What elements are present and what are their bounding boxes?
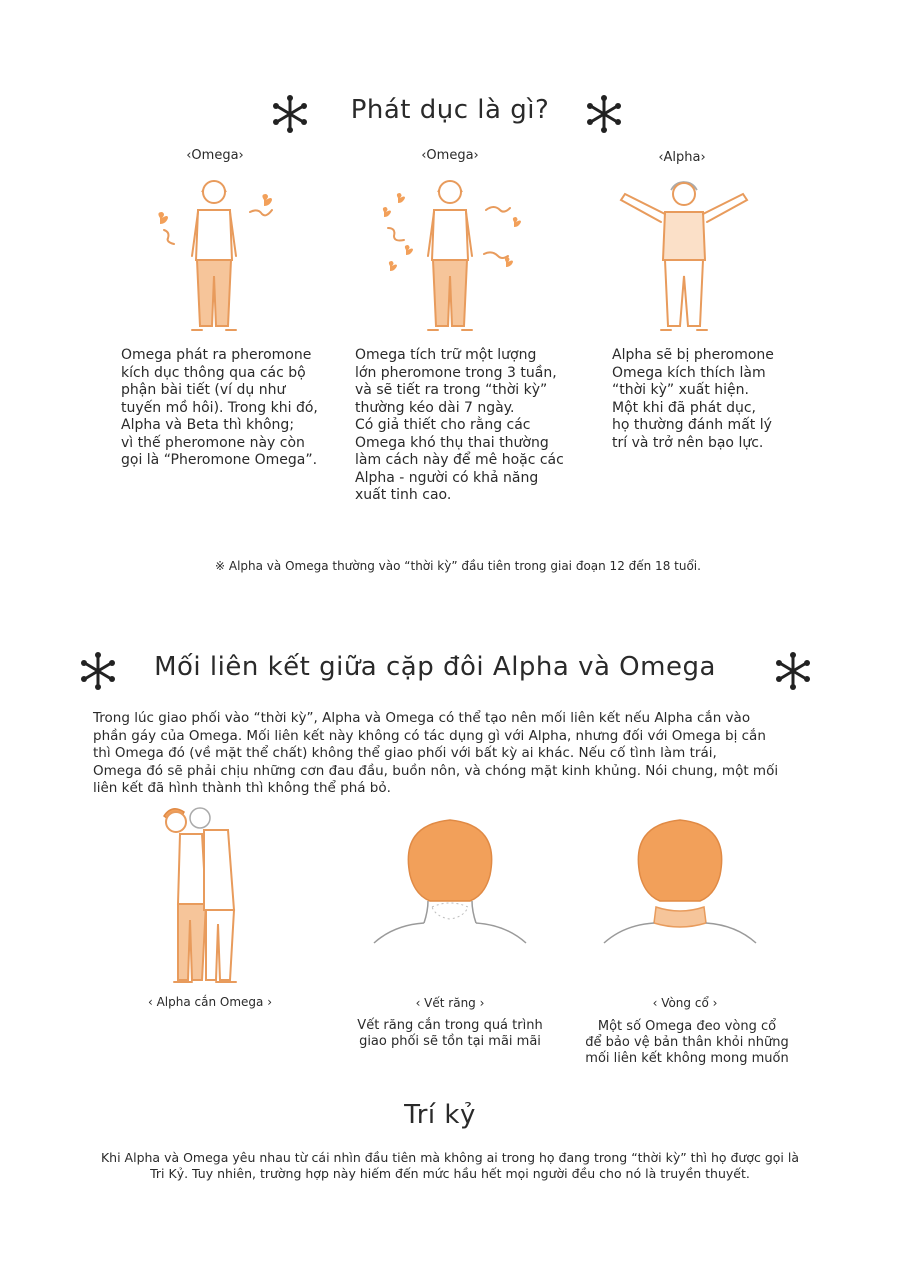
text-line: mối liên kết không mong muốn	[585, 1051, 789, 1066]
text-line: gọi là “Pheromone Omega”.	[121, 452, 318, 468]
text-line: tuyến mồ hôi). Trong khi đó,	[121, 399, 318, 416]
snowflake-icon	[270, 94, 310, 134]
text-line: Có giả thiết cho rằng các	[355, 417, 531, 433]
omega-figure-hearts-illustration	[380, 170, 530, 340]
omega-figure-illustration	[150, 170, 280, 340]
text-line: để bảo vệ bản thân khỏi những	[585, 1035, 789, 1050]
text-line: “thời kỳ” xuất hiện.	[612, 382, 749, 398]
figure-caption-collar: ‹ Vòng cổ ›	[652, 996, 718, 1010]
text-line: Khi Alpha và Omega yêu nhau từ cái nhìn đầu tiên mà không ai trong họ đang trong “thời kỳ” thì họ được gọi là	[100, 1150, 800, 1165]
footnote: ※ Alpha và Omega thường vào “thời kỳ” đầu tiên trong giai đoạn 12 đến 18 tuổi.	[215, 559, 701, 573]
panel-text-omega-1	[121, 347, 341, 470]
text-line: Omega phát ra pheromone	[121, 347, 312, 363]
text-line: lớn pheromone trong 3 tuần,	[355, 364, 557, 381]
text-line: Omega đó sẽ phải chịu những cơn đau đầu, buồn nôn, và chóng mặt kinh khủng. Nói chung, một mối	[93, 762, 779, 779]
text-line: giao phối sẽ tồn tại mãi mãi	[359, 1034, 541, 1049]
snowflake-icon	[773, 651, 813, 691]
panel-label-omega-2: ‹Omega›	[421, 148, 479, 163]
text-line: Omega kích thích làm	[612, 364, 766, 381]
tri-ky-paragraph	[70, 1150, 830, 1182]
text-line: Trong lúc giao phối vào “thời kỳ”, Alpha và Omega có thể tạo nên mối liên kết nếu Alpha cắn vào	[93, 710, 751, 726]
text-line: vì thế pheromone này còn	[121, 434, 305, 451]
text-line: Alpha - người có khả năng	[355, 469, 539, 486]
figure-desc-collar	[577, 1019, 797, 1067]
text-line: thì Omega đó (về mặt thể chất) không thể giao phối với bất kỳ ai khác. Nếu cố tình làm trái,	[93, 745, 717, 761]
panel-label-omega-1: ‹Omega›	[186, 148, 244, 163]
text-line: xuất tinh cao.	[355, 487, 452, 503]
text-line: Tri Kỷ. Tuy nhiên, trường hợp này hiếm đến mức hầu hết mọi người đều cho nó là truyền thuyết.	[150, 1166, 750, 1181]
text-line: Omega khó thụ thai thường	[355, 434, 549, 451]
text-line: và sẽ tiết ra trong “thời kỳ”	[355, 382, 548, 398]
alpha-figure-illustration	[615, 170, 755, 340]
text-line: Omega tích trữ một lượng	[355, 347, 537, 363]
panel-label-alpha: ‹Alpha›	[658, 150, 706, 165]
snowflake-icon	[78, 651, 118, 691]
text-line: Vết răng cắn trong quá trình	[357, 1018, 543, 1033]
figure-desc-bite-mark	[345, 1018, 555, 1050]
text-line: phần gáy của Omega. Mối liên kết này không có tác dụng gì với Alpha, nhưng đối với Omega bị cắn	[93, 727, 766, 744]
section-title-tri-ky: Trí kỷ	[404, 1100, 476, 1130]
text-line: Một số Omega đeo vòng cổ	[597, 1019, 777, 1034]
text-line: thường kéo dài 7 ngày.	[355, 399, 515, 416]
text-line: trí và trở nên bạo lực.	[612, 434, 764, 451]
nape-collar-illustration	[600, 815, 760, 950]
text-line: Alpha và Beta thì không;	[121, 417, 295, 433]
bond-paragraph	[93, 710, 823, 798]
figure-caption-bite-mark: ‹ Vết răng ›	[415, 996, 485, 1010]
snowflake-icon	[584, 94, 624, 134]
text-line: họ thường đánh mất lý	[612, 417, 772, 433]
text-line: kích dục thông qua các bộ	[121, 364, 306, 381]
panel-text-alpha	[612, 347, 812, 452]
text-line: phận bài tiết (ví dụ như	[121, 382, 286, 398]
text-line: Alpha sẽ bị pheromone	[612, 347, 774, 363]
section-title-lien-ket: Mối liên kết giữa cặp đôi Alpha và Omega	[154, 652, 716, 682]
figure-caption-alpha-bite: ‹ Alpha cắn Omega ›	[147, 995, 273, 1009]
section-title-phat-duc: Phát dục là gì?	[350, 95, 550, 125]
text-line: Một khi đã phát dục,	[612, 399, 757, 416]
text-line: làm cách này để mê hoặc các	[355, 452, 564, 468]
nape-bite-mark-illustration	[370, 815, 530, 950]
alpha-biting-omega-illustration	[150, 800, 260, 990]
text-line: liên kết đã hình thành thì không thể phá bỏ.	[93, 780, 391, 796]
panel-text-omega-2	[355, 347, 585, 505]
